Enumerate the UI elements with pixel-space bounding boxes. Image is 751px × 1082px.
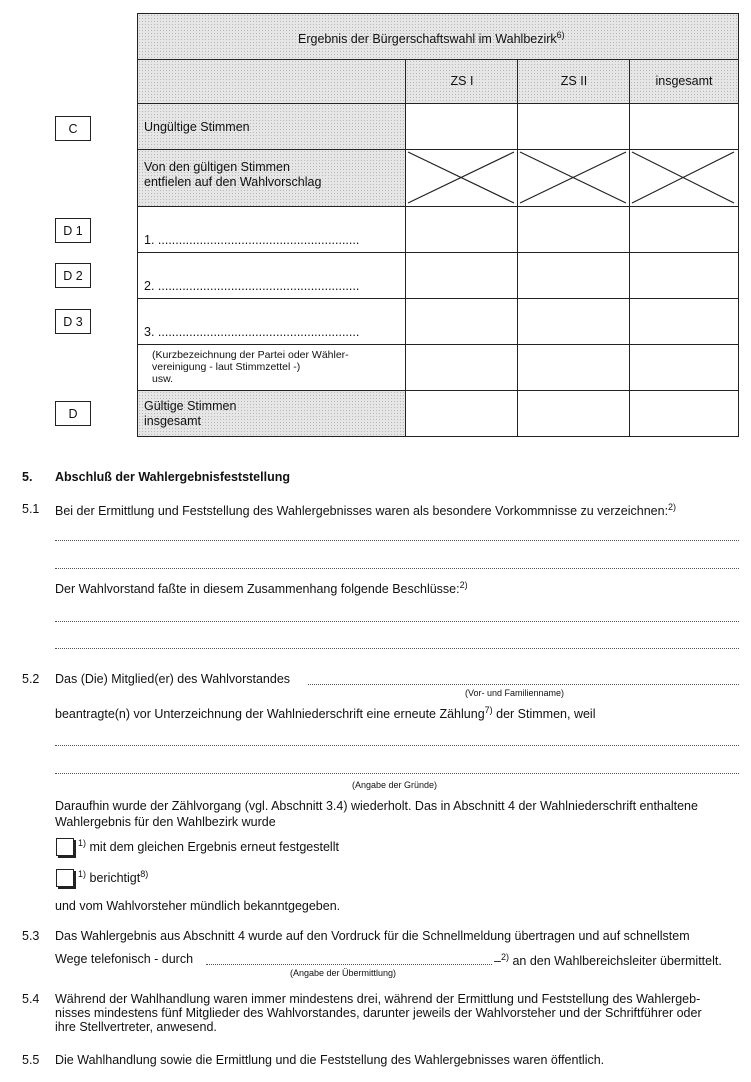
- decisions-text: Der Wahlvorstand faßte in diesem Zusammenhang folgende Beschlüsse:$^{2)}$: [55, 580, 468, 597]
- checkbox-corrected[interactable]: [56, 869, 74, 887]
- cross-mark-icon: [630, 150, 736, 205]
- subsection-5-3-line-1: Das Wahlergebnis aus Abschnitt 4 wurde auf den Vordruck für die Schnellmeldung übertragen und auf schnellstem: [55, 929, 690, 943]
- row-label-candidate-2: 2. ..........................................................: [138, 253, 406, 299]
- input-c-total[interactable]: [630, 104, 738, 150]
- input-d3-total[interactable]: [630, 299, 738, 345]
- row-label-valid-total: Gültige Stimmen insgesamt: [138, 391, 406, 436]
- subsection-5-3-line-2a: Wege telefonisch - durch: [55, 952, 194, 966]
- input-d2-total[interactable]: [630, 253, 738, 299]
- code-box-d2: D 2: [55, 263, 91, 288]
- input-other-total[interactable]: [630, 345, 738, 391]
- incidents-line-2[interactable]: [55, 568, 739, 569]
- subsection-5-5-text: Die Wahlhandlung sowie die Ermittlung und die Feststellung des Wahlergebnisses waren öffentlich.: [55, 1053, 605, 1067]
- member-name-caption: (Vor- und Familienname): [465, 688, 565, 698]
- input-c-zs2[interactable]: [518, 104, 630, 150]
- transmission-caption: (Angabe der Übermittlung): [290, 968, 397, 978]
- input-other-zs2[interactable]: [518, 345, 630, 391]
- subsection-5-3-number: 5.3: [22, 929, 40, 943]
- cross-mark-icon: [518, 150, 628, 205]
- column-header-zs2: ZS II: [518, 60, 630, 104]
- recount-request-text: beantragte(n) vor Unterzeichnung der Wahlniederschrift eine erneute Zählung$^{7)}$ der Stimmen, weil: [55, 705, 596, 722]
- crossed-cell-total: [630, 150, 738, 207]
- row-label-invalid: Ungültige Stimmen: [138, 104, 406, 150]
- crossed-cell-zs2: [518, 150, 630, 207]
- recount-paragraph: Daraufhin wurde der Zählvorgang (vgl. Abschnitt 3.4) wiederholt. Das in Abschnitt 4 der Wahlniederschrift enthaltene Wahlergebnis für den Wahlbezirk wurde: [55, 799, 698, 829]
- cross-mark-icon: [406, 150, 516, 205]
- row-label-candidate-1: 1. ..........................................................: [138, 207, 406, 253]
- transmission-method-line[interactable]: [206, 964, 492, 965]
- subsection-5-3-line-2b: –$^{2)}$ an den Wahlbereichsleiter übermittelt.: [494, 952, 722, 969]
- incidents-line-1[interactable]: [55, 540, 739, 541]
- input-d2-zs1[interactable]: [406, 253, 518, 299]
- column-header-total: insgesamt: [630, 60, 738, 104]
- crossed-cell-zs1: [406, 150, 518, 207]
- input-d2-zs2[interactable]: [518, 253, 630, 299]
- section-number: 5.: [22, 470, 33, 484]
- subsection-5-2-number: 5.2: [22, 672, 40, 686]
- column-header-zs1: ZS I: [406, 60, 518, 104]
- input-d-zs2[interactable]: [518, 391, 630, 436]
- results-table: [137, 13, 739, 437]
- reasons-line-1[interactable]: [55, 745, 739, 746]
- subsection-5-5-number: 5.5: [22, 1053, 40, 1067]
- option-same-result-label: $^{1)}$ mit dem gleichen Ergebnis erneut festgestellt: [78, 838, 339, 855]
- input-d3-zs2[interactable]: [518, 299, 630, 345]
- decisions-line-1[interactable]: [55, 621, 739, 622]
- row-label-valid-distribution: Von den gültigen Stimmen entfielen auf den Wahlvorschlag: [138, 150, 406, 207]
- subsection-5-4-number: 5.4: [22, 992, 40, 1006]
- checkbox-same-result[interactable]: [56, 838, 74, 856]
- input-c-zs1[interactable]: [406, 104, 518, 150]
- table-header: Ergebnis der Bürgerschaftswahl im Wahlbezirk$^{6)}$: [138, 14, 738, 60]
- input-other-zs1[interactable]: [406, 345, 518, 391]
- subsection-5-2-text: Das (Die) Mitglied(er) des Wahlvorstandes: [55, 672, 291, 686]
- code-box-d: D: [55, 401, 91, 426]
- announcement-text: und vom Wahlvorsteher mündlich bekanntgegeben.: [55, 899, 341, 913]
- row-label-note: (Kurzbezeichnung der Partei oder Wähler- vereinigung - laut Stimmzettel -) usw.: [138, 345, 406, 391]
- subsection-5-1-text: Bei der Ermittlung und Feststellung des Wahlergebnisses waren als besondere Vorkommnisse zu verzeichnen:$^{2)}$: [55, 502, 677, 519]
- input-d-zs1[interactable]: [406, 391, 518, 436]
- member-name-line[interactable]: [308, 684, 739, 685]
- input-d1-zs2[interactable]: [518, 207, 630, 253]
- decisions-line-2[interactable]: [55, 648, 739, 649]
- input-d1-zs1[interactable]: [406, 207, 518, 253]
- reasons-line-2[interactable]: [55, 773, 739, 774]
- code-box-c: C: [55, 116, 91, 141]
- reasons-caption: (Angabe der Gründe): [352, 780, 438, 790]
- subsection-5-4-text: Während der Wahlhandlung waren immer mindestens drei, während der Ermittlung und Feststellung des Wahlergeb- nisses mindestens fünf Mitglieder des Wahlvorstandes, darunter jeweils der Wahlvorsteher und der Schriftführer oder ihre Stellvertreter, anwesend.: [55, 992, 702, 1034]
- code-box-d1: D 1: [55, 218, 91, 243]
- row-label-candidate-3: 3. ..........................................................: [138, 299, 406, 345]
- label-column-header: [138, 60, 406, 104]
- option-corrected-label: $^{1)}$ berichtigt$^{8)}$: [78, 869, 149, 886]
- code-box-d3: D 3: [55, 309, 91, 334]
- subsection-5-1-number: 5.1: [22, 502, 40, 516]
- input-d-total[interactable]: [630, 391, 738, 436]
- section-title: Abschluß der Wahlergebnisfeststellung: [55, 470, 290, 484]
- input-d3-zs1[interactable]: [406, 299, 518, 345]
- input-d1-total[interactable]: [630, 207, 738, 253]
